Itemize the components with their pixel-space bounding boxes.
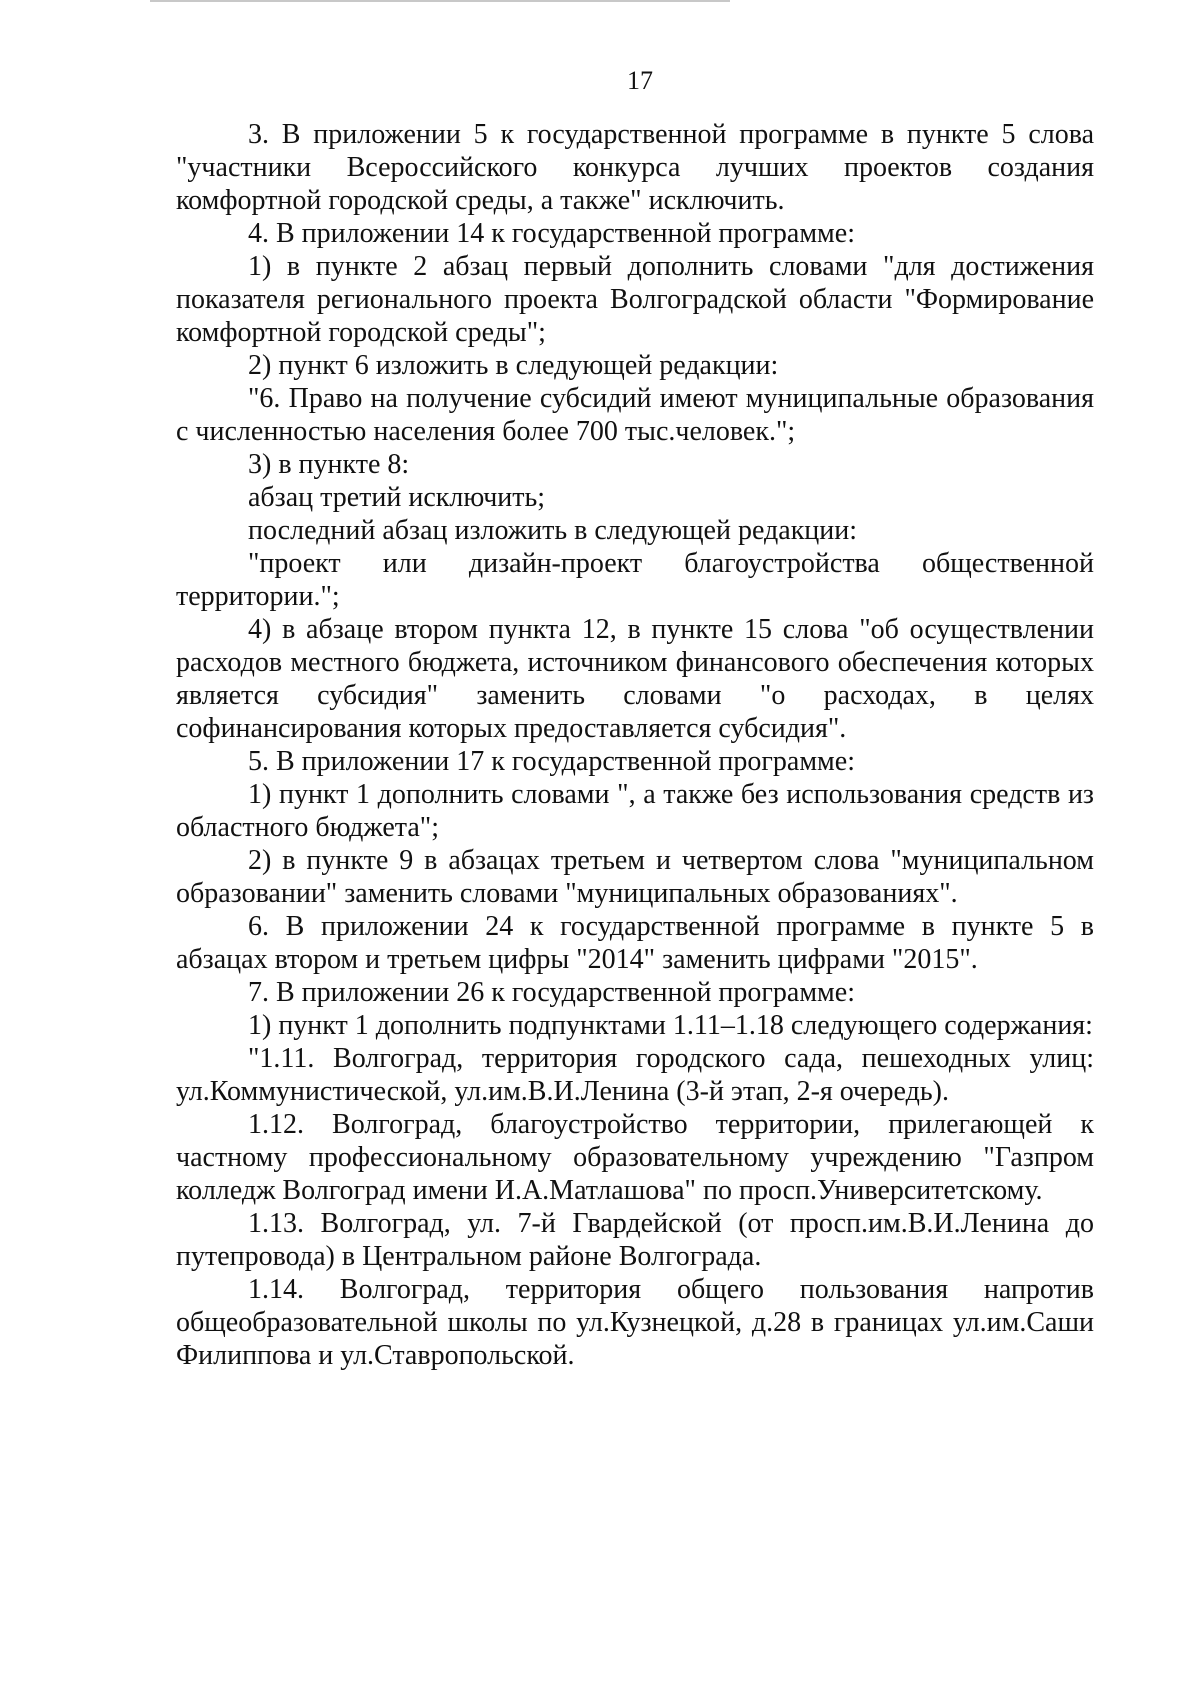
paragraph: 5. В приложении 17 к государственной программе: bbox=[248, 746, 855, 777]
page-number: 17 bbox=[627, 66, 653, 95]
paragraph: 1.13. Волгоград, ул. 7-й Гвардейской (от просп.им.В.И.Ленина до путепровода) в Центральном районе Волгограда. bbox=[176, 1208, 1094, 1272]
paragraph: 1) пункт 1 дополнить словами ", а также без использования средств из областного бюджета"; bbox=[176, 779, 1094, 843]
paragraph: последний абзац изложить в следующей редакции: bbox=[248, 515, 858, 546]
paragraph: 3. В приложении 5 к государственной программе в пункте 5 слова "участники Всероссийского конкурса лучших проектов создания комфортной городской среды, а также" исключить. bbox=[176, 119, 1094, 216]
paragraph: 7. В приложении 26 к государственной программе: bbox=[248, 977, 855, 1008]
paragraph: "1.11. Волгоград, территория городского сада, пешеходных улиц: ул.Коммунистической, ул.им.В.И.Ленина (3-й этап, 2-я очередь). bbox=[176, 1043, 1094, 1107]
scan-edge-line bbox=[150, 0, 730, 2]
paragraph: 1.14. Волгоград, территория общего пользования напротив общеобразовательной школы по ул.Кузнецкой, д.28 в границах ул.им.Саши Филиппова и ул.Ставропольской. bbox=[176, 1274, 1094, 1371]
document-body bbox=[176, 118, 1094, 1372]
paragraph: 2) в пункте 9 в абзацах третьем и четвертом слова "муниципальном образовании" заменить словами "муниципальных образованиях". bbox=[176, 845, 1094, 909]
paragraph: 1) пункт 1 дополнить подпунктами 1.11–1.18 следующего содержания: bbox=[248, 1010, 1093, 1041]
paragraph: 1.12. Волгоград, благоустройство территории, прилегающей к частному профессиональному образовательному учреждению "Газпром колледж Волгоград имени И.А.Матлашова" по просп.Университетскому. bbox=[176, 1109, 1094, 1206]
paragraph: 4. В приложении 14 к государственной программе: bbox=[248, 218, 855, 249]
paragraph: абзац третий исключить; bbox=[248, 482, 546, 513]
paragraph: "проект или дизайн-проект благоустройства общественной территории."; bbox=[176, 548, 1094, 612]
paragraph: 1) в пункте 2 абзац первый дополнить словами "для достижения показателя регионального проекта Волгоградской области "Формирование комфортной городской среды"; bbox=[176, 251, 1094, 348]
paragraph: 4) в абзаце втором пункта 12, в пункте 15 слова "об осуществлении расходов местного бюджета, источником финансового обеспечения которых является субсидия" заменить словами "о расходах, в целях софинансирования которых предоставляется субсидия". bbox=[176, 614, 1094, 744]
paragraph: 2) пункт 6 изложить в следующей редакции: bbox=[248, 350, 779, 381]
paragraph: "6. Право на получение субсидий имеют муниципальные образования с численностью населения более 700 тыс.человек."; bbox=[176, 383, 1094, 447]
paragraph: 3) в пункте 8: bbox=[248, 449, 410, 480]
paragraph: 6. В приложении 24 к государственной программе в пункте 5 в абзацах втором и третьем цифры "2014" заменить цифрами "2015". bbox=[176, 911, 1094, 975]
